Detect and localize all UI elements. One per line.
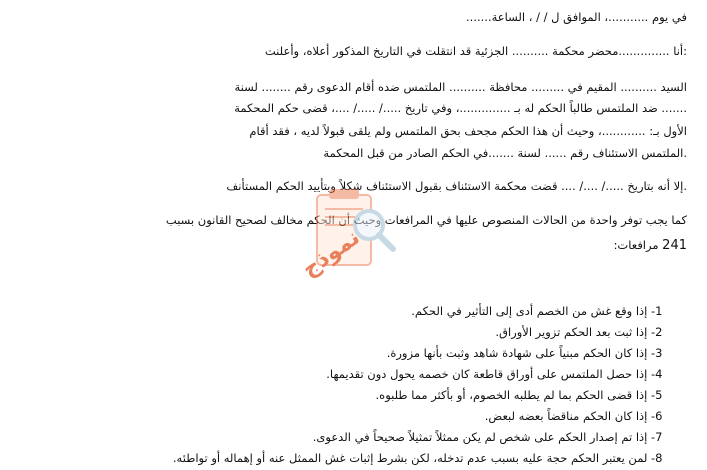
list-item-number: -2	[651, 325, 663, 339]
article-number: 241	[662, 238, 687, 253]
list-item	[30, 409, 677, 424]
list-item-number: -8	[651, 451, 663, 465]
list-item-text: إذا حصل الملتمس على أوراق قاطعة كان خصمه يحول دون تقديمها.	[326, 367, 648, 381]
body-paragraph-line: السيد .......... المقيم في ......... محافظة .......... الملتمس ضده أقام الدعوى رقم ........ لسنة	[234, 80, 687, 94]
watermark-label: نموذج	[297, 225, 365, 283]
list-item	[30, 430, 677, 445]
header-date-line: في يوم ...........، الموافق ل / / ، الساعة.......	[466, 10, 687, 24]
list-item	[30, 367, 677, 382]
list-item-text: إذا تم إصدار الحكم على شخص لم يكن ممثلاً تمثيلاً صحيحاً في الدعوى.	[312, 430, 648, 444]
document-magnifier-icon	[295, 185, 405, 285]
list-item	[30, 304, 677, 319]
list-item-number: -1	[651, 304, 663, 318]
list-item-number: -5	[651, 388, 663, 402]
appeal-judgment-line: .إلا أنه بتاريخ ...../ ..../ .... قضت محكمة الاستئناف بقبول الاستئناف شكلاً وبتأييد الحكم المستأنف	[226, 179, 687, 193]
list-item	[30, 325, 677, 340]
list-item-number: -6	[651, 409, 663, 423]
grounds-intro-line: كما يجب توفر واحدة من الحالات المنصوص عليها في المرافعات وحيث أن الحكم مخالف لصحيح القانون بسبب	[165, 213, 687, 227]
watermark-logo	[295, 185, 405, 285]
list-item-text: إذا وقع غش من الخصم أدى إلى التأثير في الحكم.	[411, 304, 648, 318]
header-bailiff-line: :أنا ..............محضر محكمة .......... الجزئية قد انتقلت في التاريخ المذكور أعلاه، وأعلنت	[264, 44, 687, 58]
list-item-text: لمن يعتبر الحكم حجة عليه بسبب عدم تدخله، لكن بشرط إثبات غش الممثل عنه أو إهماله أو تواطئه.	[172, 451, 648, 465]
list-item-number: -4	[651, 367, 663, 381]
body-paragraph-line: ....... ضد الملتمس طالباً الحكم له بـ ..............، وفي تاريخ ...../ ...../ ....، قضى حكم المحكمة	[234, 101, 687, 115]
body-paragraph-line: الأول بـ: ............، وحيث أن هذا الحكم مجحف بحق الملتمس ولم يلقى قبولاً لديه ، فقد أقام	[249, 124, 687, 138]
article-label: مرافعات:	[613, 238, 659, 252]
list-item-text: إذا ثبت بعد الحكم تزوير الأوراق.	[495, 325, 648, 339]
list-item	[30, 451, 677, 466]
list-item-text: إذا كان الحكم مناقضاً بعضه لبعض.	[484, 409, 648, 423]
list-item-number: -7	[651, 430, 663, 444]
list-item-text: إذا قضى الحكم بما لم يطلبه الخصوم، أو بأكثر مما طلبوه.	[375, 388, 648, 402]
body-paragraph-line: .الملتمس الاستئناف رقم ...... لسنة .......في الحكم الصادر من قبل المحكمة	[323, 146, 687, 160]
list-item	[30, 346, 677, 361]
list-item-number: -3	[651, 346, 663, 360]
list-item-text: إذا كان الحكم مبنياً على شهادة شاهد وثبت بأنها مزورة.	[386, 346, 648, 360]
list-item	[30, 388, 677, 403]
